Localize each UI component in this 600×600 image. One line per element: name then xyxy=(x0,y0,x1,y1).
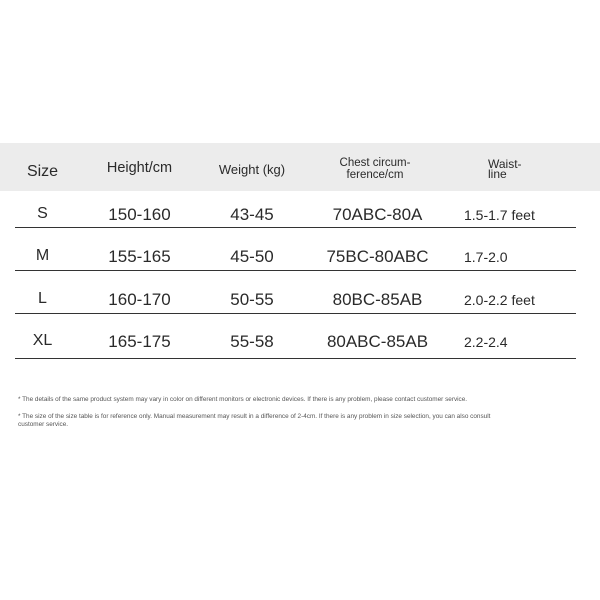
cell-chest: 80ABC-85AB xyxy=(326,332,429,351)
table-row xyxy=(0,235,600,278)
header-waist-line1: Waist- xyxy=(488,157,522,171)
header-chest xyxy=(320,157,430,181)
cell-height: 165-175 xyxy=(108,332,171,351)
header-waist xyxy=(462,159,542,179)
footnote-measurement: * The size of the size table is for reference only. Manual measurement may result in a difference of 2-4cm. If there is any problem in size selection, you can also consult customer service. xyxy=(18,413,491,428)
table-bottom-rule xyxy=(15,358,576,359)
cell-height: 155-165 xyxy=(108,247,171,266)
table-row xyxy=(0,278,600,321)
cell-size: XL xyxy=(32,332,53,349)
cell-chest: 70ABC-80A xyxy=(332,205,423,224)
cell-weight: 43-45 xyxy=(230,205,274,224)
table-row xyxy=(0,320,600,363)
header-chest-line1: Chest circum- xyxy=(339,157,411,169)
header-size: Size xyxy=(26,163,59,180)
cell-height: 160-170 xyxy=(108,290,171,309)
cell-waist: 2.2-2.4 xyxy=(464,334,508,350)
cell-height: 150-160 xyxy=(108,205,171,224)
cell-chest: 75BC-80ABC xyxy=(326,247,429,266)
cell-size: L xyxy=(38,290,47,307)
cell-weight: 55-58 xyxy=(230,332,274,351)
cell-weight: 45-50 xyxy=(230,247,274,266)
header-weight: Weight (kg) xyxy=(218,162,286,177)
header-chest-line2: ference/cm xyxy=(346,169,404,181)
cell-size: S xyxy=(37,205,48,222)
table-row xyxy=(0,193,600,236)
header-waist-line2: line xyxy=(488,167,507,181)
cell-waist: 1.7-2.0 xyxy=(464,249,508,265)
cell-size: M xyxy=(35,247,50,264)
cell-weight: 50-55 xyxy=(230,290,274,309)
cell-chest: 80BC-85AB xyxy=(332,290,423,309)
footnotes xyxy=(18,396,518,438)
row-divider xyxy=(15,313,576,314)
row-divider xyxy=(15,227,576,228)
footnote-color: * The details of the same product system may vary in color on different monitors or electronic devices. If there is any problem, please contact customer service. xyxy=(18,396,468,403)
row-divider xyxy=(15,270,576,271)
cell-waist: 1.5-1.7 feet xyxy=(464,207,535,223)
cell-waist: 2.0-2.2 feet xyxy=(464,292,535,308)
header-height: Height/cm xyxy=(106,160,173,176)
